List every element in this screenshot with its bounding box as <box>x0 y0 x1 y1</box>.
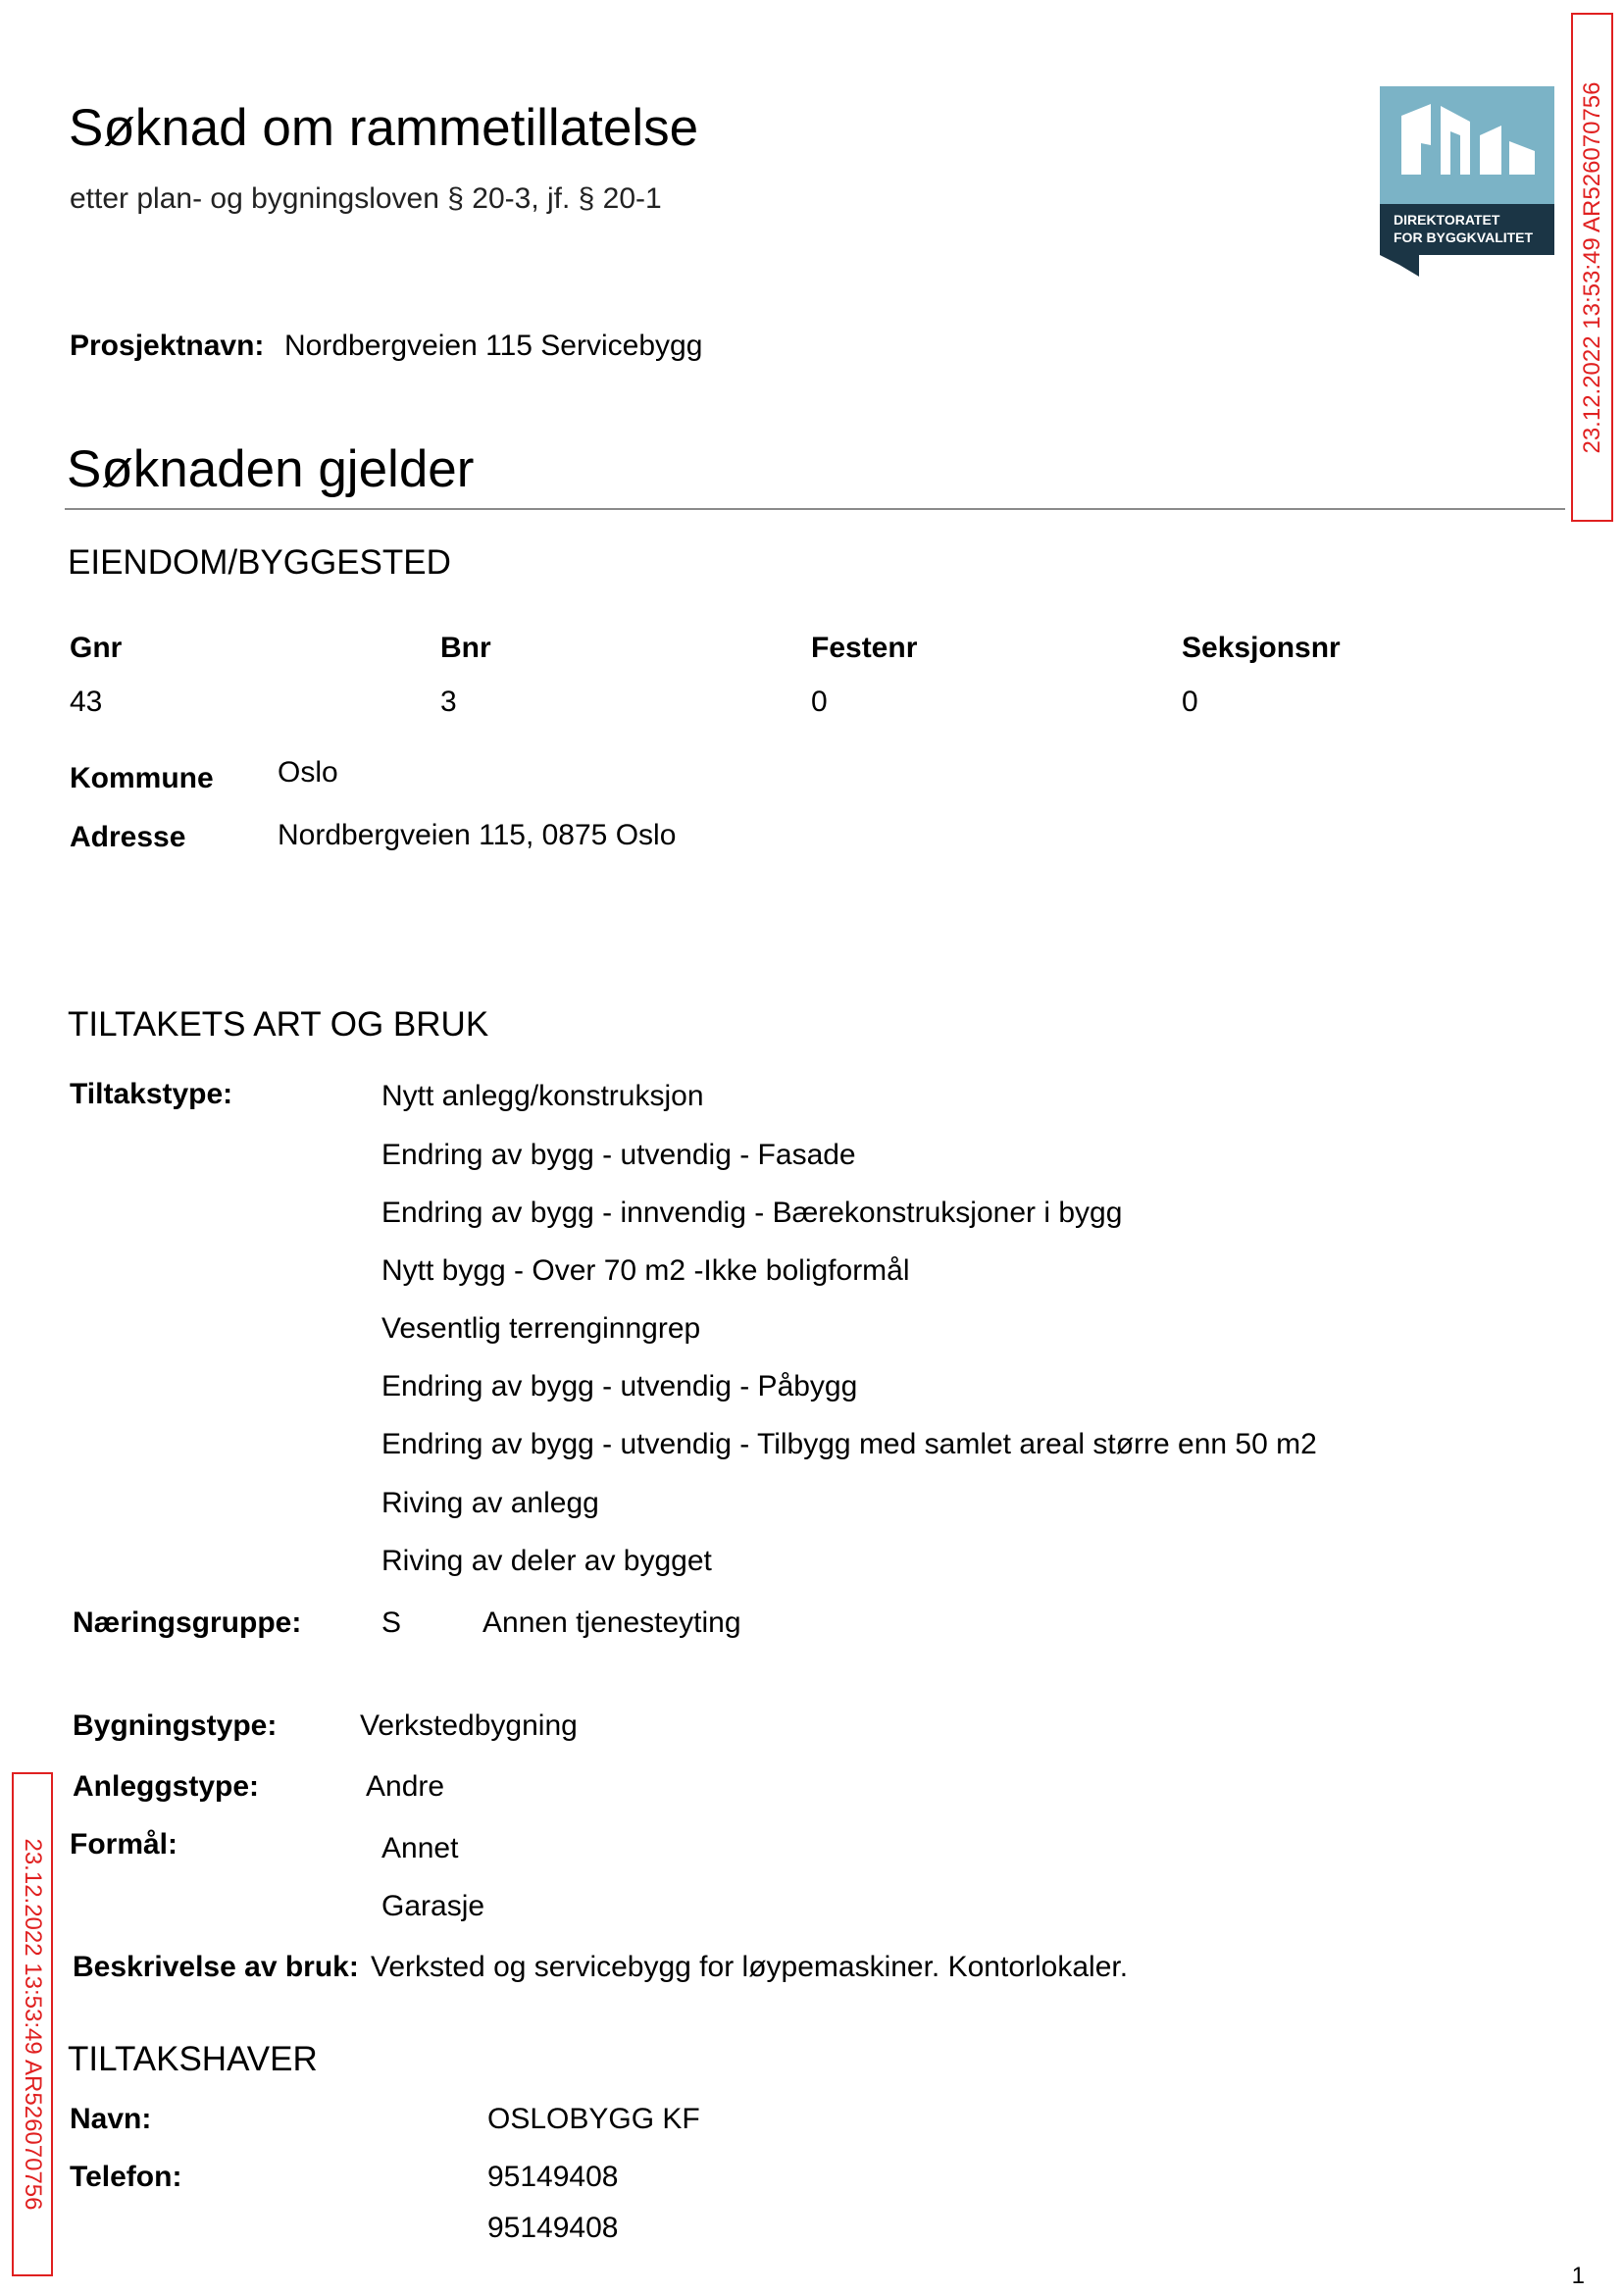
header-festenr: Festenr <box>811 632 918 664</box>
svg-text:FOR BYGGKVALITET: FOR BYGGKVALITET <box>1394 229 1534 245</box>
tiltakstype-item: Nytt anlegg/konstruksjon <box>381 1080 704 1112</box>
navn-label: Navn: <box>70 2103 152 2135</box>
anleggstype-label: Anleggstype: <box>73 1770 260 1803</box>
naeringsgruppe-code: S <box>381 1606 402 1639</box>
page-number: 1 <box>1571 2263 1585 2289</box>
header-gnr: Gnr <box>70 632 123 664</box>
bygningstype-label: Bygningstype: <box>73 1709 278 1742</box>
tiltakstype-item: Riving av anlegg <box>381 1487 599 1519</box>
value-gnr: 43 <box>70 686 103 718</box>
beskrivelse-value: Verksted og servicebygg for løypemaskiner. Kontorlokaler. <box>371 1951 1129 1983</box>
document-title: Søknad om rammetillatelse <box>69 99 699 157</box>
kommune-value: Oslo <box>278 756 338 789</box>
stamp-text: 23.12.2022 13:53:49 AR526070756 <box>1578 80 1605 454</box>
tiltakstype-label: Tiltakstype: <box>70 1078 233 1110</box>
formal-item: Garasje <box>381 1890 485 1922</box>
naeringsgruppe-label: Næringsgruppe: <box>73 1606 302 1639</box>
tiltakstype-item: Endring av bygg - utvendig - Tilbygg med samlet areal større enn 50 m2 <box>381 1428 1317 1460</box>
section-applicant: TILTAKSHAVER <box>68 2040 318 2078</box>
heading-divider <box>65 508 1565 510</box>
tiltakstype-item: Vesentlig terrenginngrep <box>381 1312 701 1345</box>
formal-item: Annet <box>381 1832 459 1864</box>
telefon-label: Telefon: <box>70 2161 182 2193</box>
document-subtitle: etter plan- og bygningsloven § 20-3, jf. § 20-1 <box>70 182 662 215</box>
receipt-stamp-left <box>12 1772 53 2276</box>
tiltakstype-item: Nytt bygg - Over 70 m2 -Ikke boligformål <box>381 1254 910 1287</box>
value-festenr: 0 <box>811 686 828 718</box>
naeringsgruppe-text: Annen tjenesteyting <box>482 1606 741 1639</box>
adresse-value: Nordbergveien 115, 0875 Oslo <box>278 819 677 851</box>
receipt-stamp-top <box>1571 13 1613 522</box>
tiltakstype-item: Endring av bygg - utvendig - Fasade <box>381 1139 856 1171</box>
project-label: Prosjektnavn: <box>70 330 265 362</box>
section-measure: TILTAKETS ART OG BRUK <box>68 1005 489 1044</box>
beskrivelse-label: Beskrivelse av bruk: <box>73 1951 359 1983</box>
value-seksjonsnr: 0 <box>1182 686 1198 718</box>
dibk-logo-icon <box>1380 86 1554 277</box>
project-name: Nordbergveien 115 Servicebygg <box>284 330 703 362</box>
application-heading: Søknaden gjelder <box>67 440 475 498</box>
kommune-label: Kommune <box>70 762 214 794</box>
tiltakstype-item: Endring av bygg - innvendig - Bærekonstruksjoner i bygg <box>381 1197 1123 1229</box>
header-bnr: Bnr <box>440 632 491 664</box>
navn-value: OSLOBYGG KF <box>487 2103 700 2135</box>
tiltakstype-item: Riving av deler av bygget <box>381 1545 712 1577</box>
formal-label: Formål: <box>70 1828 178 1861</box>
telefon-value: 95149408 <box>487 2161 619 2193</box>
stamp-text: 23.12.2022 13:53:49 AR526070756 <box>20 1838 46 2211</box>
svg-text:DIREKTORATET: DIREKTORATET <box>1394 212 1500 228</box>
header-seksjonsnr: Seksjonsnr <box>1182 632 1341 664</box>
anleggstype-value: Andre <box>366 1770 445 1803</box>
tiltakstype-item: Endring av bygg - utvendig - Påbygg <box>381 1370 858 1402</box>
adresse-label: Adresse <box>70 821 186 853</box>
dibk-logo <box>1380 86 1554 281</box>
value-bnr: 3 <box>440 686 457 718</box>
bygningstype-value: Verkstedbygning <box>360 1709 578 1742</box>
section-property: EIENDOM/BYGGESTED <box>68 543 451 582</box>
telefon-value: 95149408 <box>487 2212 619 2244</box>
